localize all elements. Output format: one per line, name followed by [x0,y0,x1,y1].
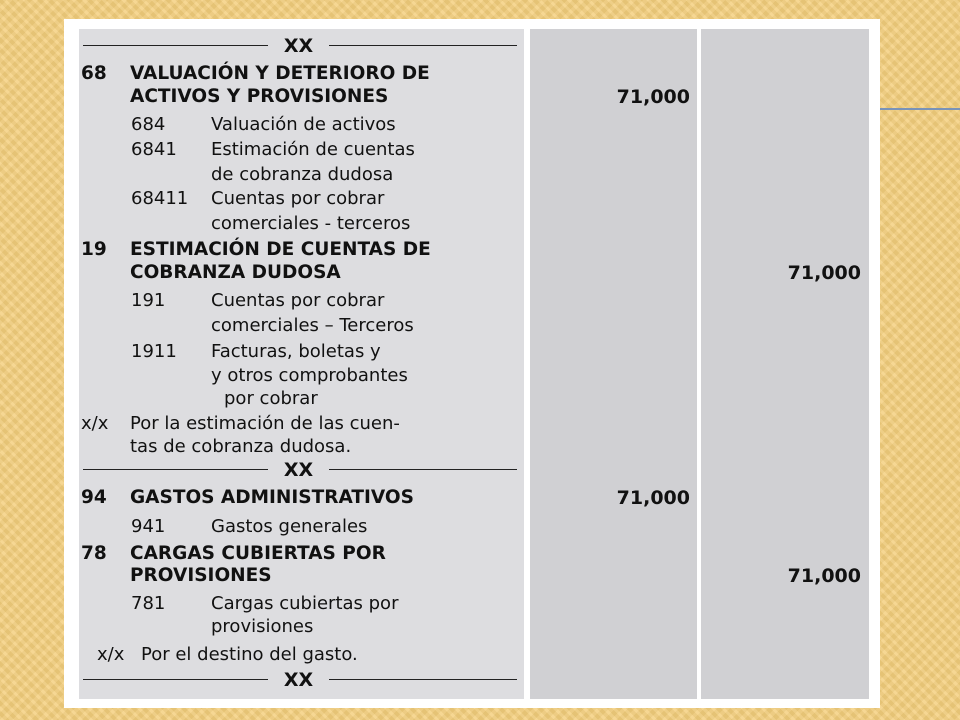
account-name: COBRANZA DUDOSA [130,262,341,283]
account-name: GASTOS ADMINISTRATIVOS [130,487,414,508]
separator-rule [329,679,517,680]
subaccount-code: 941 [131,516,166,537]
subaccount-name: provisiones [211,616,314,637]
separator-rule [329,469,517,470]
debit-column [530,29,697,699]
separator-label: XX [283,35,314,57]
subaccount-name: comerciales – Terceros [211,315,414,336]
subaccount-name: comerciales - terceros [211,213,411,234]
credit-amount: 71,000 [787,262,861,284]
subaccount-code: 191 [131,290,166,311]
subaccount-name: Valuación de activos [211,114,396,135]
gloss-tag: x/x [81,413,109,434]
subaccount-name: por cobrar [224,388,318,409]
subaccount-name: Cuentas por cobrar [211,290,385,311]
subaccount-code: 6841 [131,139,177,160]
subaccount-name: Facturas, boletas y [211,341,381,362]
credit-amount: 71,000 [787,565,861,587]
subaccount-name: Cargas cubiertas por [211,593,399,614]
entry-gloss: Por el destino del gasto. [141,644,358,665]
account-name: CARGAS CUBIERTAS POR [130,543,386,564]
account-name: ACTIVOS Y PROVISIONES [130,86,389,107]
separator-label: XX [283,459,314,481]
separator-label: XX [283,669,314,691]
credit-column [701,29,869,699]
entry-gloss: Por la estimación de las cuen- [130,413,400,434]
subaccount-code: 68411 [131,188,189,209]
journal-ledger [79,29,869,699]
subaccount-name: Gastos generales [211,516,368,537]
journal-entry-card [64,19,880,708]
account-name: PROVISIONES [130,565,272,586]
entry-separator [83,670,520,690]
subaccount-name: Cuentas por cobrar [211,188,385,209]
gloss-tag: x/x [97,644,125,665]
subaccount-code: 781 [131,593,166,614]
subaccount-code: 684 [131,114,166,135]
account-code: 19 [81,239,107,260]
entry-gloss: tas de cobranza dudosa. [130,436,352,457]
subaccount-name: de cobranza dudosa [211,164,394,185]
subaccount-code: 1911 [131,341,177,362]
entry-separator [83,36,520,56]
account-name: ESTIMACIÓN DE CUENTAS DE [130,239,431,260]
account-code: 94 [81,487,107,508]
account-name: VALUACIÓN Y DETERIORO DE [130,63,430,84]
decorative-line [880,108,960,110]
separator-rule [83,45,268,46]
account-code: 68 [81,63,107,84]
subaccount-name: Estimación de cuentas [211,139,415,160]
entry-separator [83,460,520,480]
debit-amount: 71,000 [616,487,690,509]
account-code: 78 [81,543,107,564]
subaccount-name: y otros comprobantes [211,365,408,386]
separator-rule [329,45,517,46]
separator-rule [83,469,268,470]
debit-amount: 71,000 [616,86,690,108]
separator-rule [83,679,268,680]
